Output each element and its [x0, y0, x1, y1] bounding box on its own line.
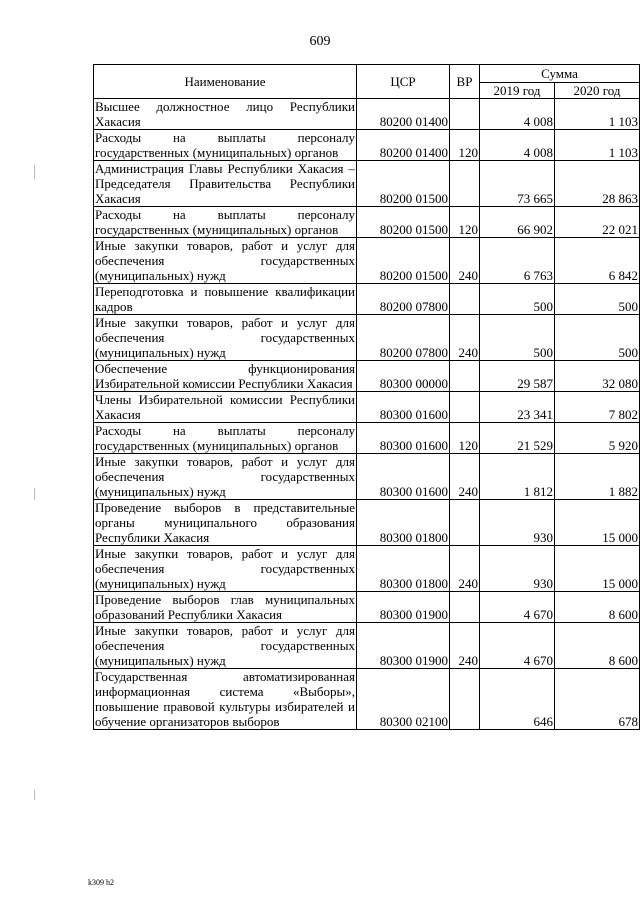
row-csr: 80300 01900 — [357, 592, 450, 623]
row-sum-2020: 500 — [555, 284, 640, 315]
row-vr: 120 — [450, 423, 480, 454]
table-row — [94, 161, 640, 207]
row-sum-2019: 4 008 — [480, 130, 555, 161]
header-vr: ВР — [450, 65, 480, 99]
row-csr: 80300 01800 — [357, 500, 450, 546]
row-sum-2019: 1 812 — [480, 454, 555, 500]
row-name: Администрация Главы Республики Хакасия – Председателя Правительства Республики Хакасия — [95, 161, 355, 206]
header-year-2020: 2020 год — [555, 83, 640, 99]
row-vr: 240 — [450, 623, 480, 669]
row-csr: 80200 01500 — [357, 238, 450, 284]
row-csr: 80200 07800 — [357, 315, 450, 361]
row-name: Расходы на выплаты персоналу государственных (муниципальных) органов — [95, 130, 355, 160]
row-vr: 240 — [450, 454, 480, 500]
margin-tick-mark — [34, 165, 35, 179]
row-sum-2019: 930 — [480, 546, 555, 592]
row-sum-2019: 73 665 — [480, 161, 555, 207]
row-csr: 80200 01500 — [357, 207, 450, 238]
row-name: Расходы на выплаты персоналу государственных (муниципальных) органов — [95, 423, 355, 453]
table-row — [94, 500, 640, 546]
row-sum-2020: 7 802 — [555, 392, 640, 423]
row-vr: 120 — [450, 130, 480, 161]
row-sum-2020: 8 600 — [555, 623, 640, 669]
row-sum-2020: 32 080 — [555, 361, 640, 392]
row-name: Переподготовка и повышение квалификации кадров — [95, 284, 355, 314]
row-vr — [450, 592, 480, 623]
row-name: Обеспечение функционирования Избирательной комиссии Республики Хакасия — [95, 361, 355, 391]
row-name: Расходы на выплаты персоналу государственных (муниципальных) органов — [95, 207, 355, 237]
header-csr: ЦСР — [357, 65, 450, 99]
header-sum: Сумма — [480, 65, 640, 83]
row-sum-2019: 4 670 — [480, 592, 555, 623]
row-vr — [450, 161, 480, 207]
table-row — [94, 669, 640, 730]
row-sum-2020: 22 021 — [555, 207, 640, 238]
margin-tick-mark — [34, 488, 35, 500]
margin-tick-mark — [34, 790, 35, 800]
row-sum-2019: 646 — [480, 669, 555, 730]
table-row — [94, 623, 640, 669]
row-csr: 80300 00000 — [357, 361, 450, 392]
table-row — [94, 99, 640, 130]
row-sum-2020: 678 — [555, 669, 640, 730]
row-sum-2020: 28 863 — [555, 161, 640, 207]
table-row — [94, 423, 640, 454]
row-sum-2020: 1 882 — [555, 454, 640, 500]
row-vr — [450, 99, 480, 130]
row-vr — [450, 284, 480, 315]
row-name: Проведение выборов глав муниципальных образований Республики Хакасия — [95, 592, 355, 622]
table-row — [94, 546, 640, 592]
row-sum-2020: 1 103 — [555, 130, 640, 161]
row-csr: 80300 01600 — [357, 392, 450, 423]
row-sum-2019: 500 — [480, 315, 555, 361]
row-csr: 80300 01900 — [357, 623, 450, 669]
row-csr: 80200 01400 — [357, 99, 450, 130]
row-sum-2020: 15 000 — [555, 500, 640, 546]
table-row — [94, 315, 640, 361]
row-sum-2019: 4 008 — [480, 99, 555, 130]
row-sum-2019: 4 670 — [480, 623, 555, 669]
row-name: Иные закупки товаров, работ и услуг для обеспечения государственных (муниципальных) нужд — [95, 315, 355, 360]
row-name: Иные закупки товаров, работ и услуг для обеспечения государственных (муниципальных) нужд — [95, 546, 355, 591]
row-sum-2019: 500 — [480, 284, 555, 315]
table-row — [94, 454, 640, 500]
row-vr: 240 — [450, 238, 480, 284]
row-name: Иные закупки товаров, работ и услуг для обеспечения государственных (муниципальных) нужд — [95, 238, 355, 283]
row-csr: 80200 07800 — [357, 284, 450, 315]
row-vr — [450, 361, 480, 392]
row-sum-2020: 6 842 — [555, 238, 640, 284]
row-vr: 240 — [450, 546, 480, 592]
row-sum-2020: 500 — [555, 315, 640, 361]
row-name: Иные закупки товаров, работ и услуг для обеспечения государственных (муниципальных) нужд — [95, 454, 355, 499]
row-vr: 120 — [450, 207, 480, 238]
row-sum-2020: 8 600 — [555, 592, 640, 623]
row-csr: 80300 01600 — [357, 454, 450, 500]
row-name: Высшее должностное лицо Республики Хакасия — [95, 99, 355, 129]
row-csr: 80200 01500 — [357, 161, 450, 207]
header-year-2019: 2019 год — [480, 83, 555, 99]
table-row — [94, 130, 640, 161]
header-name: Наименование — [94, 65, 357, 99]
row-sum-2019: 21 529 — [480, 423, 555, 454]
page-number: 609 — [309, 34, 331, 49]
budget-table — [93, 64, 640, 730]
table-row — [94, 284, 640, 315]
row-sum-2020: 5 920 — [555, 423, 640, 454]
row-sum-2020: 15 000 — [555, 546, 640, 592]
table-row — [94, 592, 640, 623]
row-name: Государственная автоматизированная информационная система «Выборы», повышение правовой культуры избирателей и обучение организаторов выборов — [95, 669, 355, 729]
row-csr: 80300 02100 — [357, 669, 450, 730]
row-csr: 80300 01800 — [357, 546, 450, 592]
row-vr: 240 — [450, 315, 480, 361]
table-row — [94, 392, 640, 423]
table-row — [94, 207, 640, 238]
row-csr: 80200 01400 — [357, 130, 450, 161]
row-name: Члены Избирательной комиссии Республики Хакасия — [95, 392, 355, 422]
row-vr — [450, 392, 480, 423]
row-name: Иные закупки товаров, работ и услуг для обеспечения государственных (муниципальных) нужд — [95, 623, 355, 668]
row-vr — [450, 669, 480, 730]
row-sum-2019: 930 — [480, 500, 555, 546]
row-sum-2019: 6 763 — [480, 238, 555, 284]
row-csr: 80300 01600 — [357, 423, 450, 454]
row-name: Проведение выборов в представительные органы муниципального образования Республики Хакасия — [95, 500, 355, 545]
row-sum-2019: 29 587 — [480, 361, 555, 392]
row-sum-2019: 23 341 — [480, 392, 555, 423]
table-row — [94, 238, 640, 284]
table-row — [94, 361, 640, 392]
row-vr — [450, 500, 480, 546]
row-sum-2020: 1 103 — [555, 99, 640, 130]
footer-code: k309 h2 — [88, 878, 114, 887]
row-sum-2019: 66 902 — [480, 207, 555, 238]
